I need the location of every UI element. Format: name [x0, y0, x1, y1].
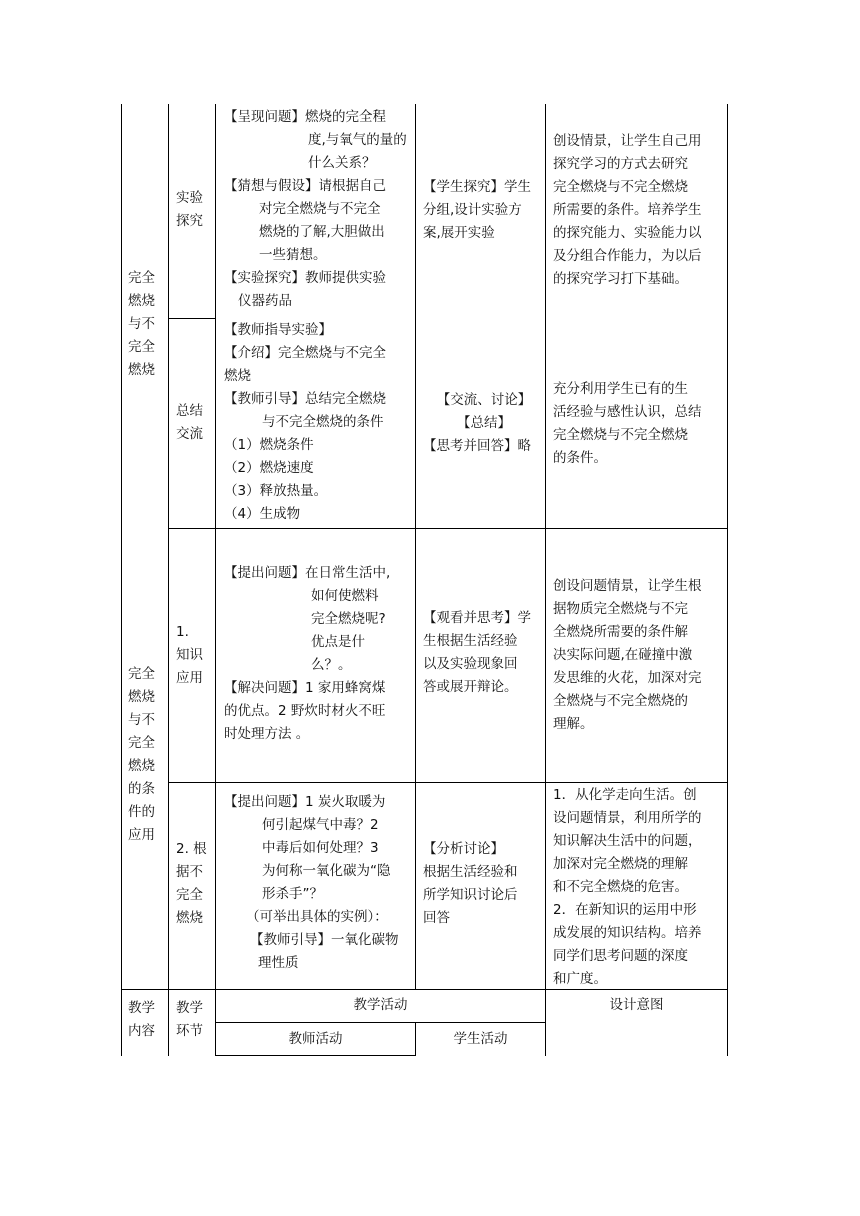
- cell-line: 据物质完全燃烧与不完: [553, 601, 688, 617]
- cell-line: 完全燃烧与不完全燃烧: [553, 427, 688, 443]
- cell-line: 【介绍】完全燃烧与不完全: [224, 345, 386, 361]
- cell-line: 【观看并思考】学: [423, 610, 531, 626]
- cell-line: 同学们思考问题的深度: [553, 948, 688, 964]
- cell-line: 如何使燃料: [311, 588, 379, 604]
- grid-line: [168, 104, 169, 1056]
- cell-line: 完全: [128, 735, 155, 751]
- cell-line: （可举出具体的实例）：: [246, 909, 388, 925]
- cell-line: 理性质: [258, 955, 299, 971]
- cell-line: 应用: [176, 670, 203, 686]
- cell-line: 【分析讨论】: [423, 841, 504, 857]
- cell-line: （4）生成物: [224, 506, 301, 522]
- cell-line: 燃烧: [128, 758, 155, 774]
- cell-line: 件的: [128, 804, 155, 820]
- cell-line: 的探究学习打下基础。: [553, 271, 688, 287]
- cell-line: 全燃烧与不完全燃烧的: [553, 693, 688, 709]
- design-cell-experiment: [553, 130, 702, 291]
- cell-line: 【猜想与假设】请根据自己: [224, 178, 386, 194]
- design-cell-incomplete-combustion: [553, 784, 702, 991]
- cell-line: 回答: [423, 910, 450, 926]
- stage-cell-incomplete-combustion: [176, 838, 207, 930]
- cell-line: 和广度。: [553, 971, 607, 987]
- content-cell-conditions-application: [128, 663, 155, 847]
- cell-line: 成发展的知识结构。培养: [553, 925, 702, 941]
- cell-line: 实验: [176, 190, 203, 206]
- cell-line: 教学: [176, 1000, 203, 1016]
- cell-line: 完全: [128, 339, 155, 355]
- cell-line: 与不完全燃烧的条件: [262, 414, 384, 430]
- cell-line: 【呈现问题】燃烧的完全程: [224, 109, 386, 125]
- grid-line: [215, 1055, 415, 1056]
- design-cell-summary: [553, 378, 702, 470]
- cell-line: 交流: [176, 426, 203, 442]
- cell-line: 和不完全燃烧的危害。: [553, 879, 688, 895]
- cell-line: 燃烧: [128, 689, 155, 705]
- cell-line: 完全: [128, 270, 155, 286]
- cell-line: 应用: [128, 827, 155, 843]
- grid-line: [168, 318, 216, 319]
- student-cell-summary: [423, 389, 545, 458]
- cell-line: 一些猜想。: [259, 247, 327, 263]
- cell-line: 理解。: [553, 716, 594, 732]
- cell-line: 优点是什: [311, 634, 365, 650]
- design-cell-knowledge-application: [553, 575, 702, 736]
- cell-line: 生根据生活经验: [423, 633, 518, 649]
- teacher-cell-incomplete-combustion: [224, 791, 399, 975]
- stage-cell-summary: [176, 400, 203, 446]
- teacher-cell-knowledge-application: [224, 562, 390, 746]
- stage-cell-knowledge-application: [176, 621, 203, 690]
- stage-cell-experiment: [176, 187, 203, 233]
- cell-line: 燃烧: [176, 910, 203, 926]
- cell-line: 以及实验现象回: [423, 656, 518, 672]
- cell-line: 分组,设计实验方: [423, 202, 522, 218]
- header-activities: 教学活动: [353, 997, 408, 1013]
- cell-line: 1.: [176, 624, 189, 640]
- grid-line: [727, 104, 728, 1056]
- cell-line: 【教师引导】总结完全燃烧: [224, 391, 386, 407]
- cell-line: 案,展开实验: [423, 225, 495, 241]
- grid-line: [215, 1022, 545, 1023]
- cell-line: 【提出问题】1 炭火取暖为: [224, 794, 386, 810]
- cell-line: 中毒后如何处理？3: [262, 840, 379, 856]
- cell-line: 时处理方法 。: [224, 726, 310, 742]
- cell-line: 燃烧的了解,大胆做出: [259, 224, 385, 240]
- header-stage: [176, 997, 203, 1043]
- cell-line: 1．从化学走向生活。创: [553, 787, 697, 803]
- cell-line: 知识解决生活中的问题，: [553, 833, 702, 849]
- cell-line: 探究: [176, 213, 203, 229]
- cell-line: 燃烧: [128, 362, 155, 378]
- cell-line: 所需要的条件。培养学生: [553, 202, 702, 218]
- cell-line: 的条件。: [553, 450, 607, 466]
- cell-line: 决实际问题,在碰撞中激: [553, 647, 693, 663]
- cell-line: 教学: [128, 1000, 155, 1016]
- cell-line: 燃烧: [224, 368, 251, 384]
- cell-line: 完全燃烧呢?: [311, 611, 386, 627]
- cell-line: 【解决问题】1 家用蜂窝煤: [224, 680, 386, 696]
- cell-line: 总结: [176, 403, 203, 419]
- cell-line: 所学知识讨论后: [423, 887, 518, 903]
- cell-line: 根据生活经验和: [423, 864, 518, 880]
- cell-line: 的探究能力、实验能力以: [553, 225, 702, 241]
- cell-line: 【提出问题】在日常生活中,: [224, 565, 391, 581]
- cell-line: 创设情景，让学生自己用: [553, 133, 702, 149]
- teacher-cell-summary: [224, 319, 386, 526]
- cell-line: 知识: [176, 647, 203, 663]
- cell-line: 活经验与感性认识，总结: [553, 404, 702, 420]
- header-teacher-activity: 教师活动: [288, 1031, 343, 1047]
- cell-line: （1）燃烧条件: [224, 437, 314, 453]
- cell-line: 的条: [128, 781, 155, 797]
- cell-line: 【教师引导】一氧化碳物: [250, 932, 399, 948]
- cell-line: 据不: [176, 864, 203, 880]
- content-cell-complete-combustion: [128, 267, 155, 382]
- header-student-activity: 学生活动: [453, 1031, 508, 1047]
- cell-line: 环节: [176, 1023, 203, 1039]
- cell-line: 【总结】: [457, 415, 511, 431]
- cell-line: 【学生探究】学生: [423, 179, 531, 195]
- cell-line: 与不: [128, 712, 155, 728]
- cell-line: 的优点。2 野炊时材火不旺: [224, 703, 386, 719]
- grid-line: [545, 104, 546, 1056]
- student-cell-incomplete-combustion: [423, 838, 518, 930]
- cell-line: 燃烧: [128, 293, 155, 309]
- cell-line: 2. 根: [176, 841, 207, 857]
- cell-line: 与不: [128, 316, 155, 332]
- cell-line: 么？。: [311, 657, 352, 673]
- cell-line: 充分利用学生已有的生: [553, 381, 688, 397]
- cell-line: 何引起煤气中毒？2: [262, 817, 379, 833]
- cell-line: 为何称一氧化碳为“隐: [262, 863, 391, 879]
- cell-line: 加深对完全燃烧的理解: [553, 856, 688, 872]
- cell-line: 【交流、讨论】: [436, 392, 532, 408]
- cell-line: 度,与氧气的量的: [308, 132, 407, 148]
- header-content: [128, 997, 155, 1043]
- cell-line: 2．在新知识的运用中形: [553, 902, 697, 918]
- grid-line: [168, 528, 727, 529]
- cell-line: 探究学习的方式去研究: [553, 156, 688, 172]
- cell-line: 内容: [128, 1023, 155, 1039]
- student-cell-knowledge-application: [423, 607, 531, 699]
- teacher-cell-experiment: [224, 106, 407, 313]
- cell-line: 及分组合作能力，为以后: [553, 248, 702, 264]
- cell-line: 完全: [176, 887, 203, 903]
- cell-line: 【教师指导实验】: [224, 322, 332, 338]
- cell-line: （3）释放热量。: [224, 483, 328, 499]
- cell-line: 形杀手”？: [262, 886, 323, 902]
- cell-line: 仪器药品: [238, 293, 292, 309]
- cell-line: 【思考并回答】略: [423, 438, 531, 454]
- cell-line: 设问题情景，利用所学的: [553, 810, 702, 826]
- cell-line: 发思维的火花，加深对完: [553, 670, 702, 686]
- cell-line: 完全: [128, 666, 155, 682]
- cell-line: 答或展开辩论。: [423, 679, 518, 695]
- grid-line: [415, 104, 416, 990]
- cell-line: 全燃烧所需要的条件解: [553, 624, 688, 640]
- grid-line: [168, 782, 727, 783]
- grid-line: [215, 104, 216, 1056]
- cell-line: （2）燃烧速度: [224, 460, 314, 476]
- cell-line: 【实验探究】教师提供实验: [224, 270, 386, 286]
- cell-line: 什么关系？: [308, 155, 376, 171]
- student-cell-experiment: [423, 176, 531, 245]
- cell-line: 对完全燃烧与不完全: [259, 201, 381, 217]
- cell-line: 完全燃烧与不完全燃烧: [553, 179, 688, 195]
- header-design-intent: 设计意图: [609, 997, 664, 1013]
- cell-line: 创设问题情景，让学生根: [553, 578, 702, 594]
- grid-line: [121, 104, 122, 1056]
